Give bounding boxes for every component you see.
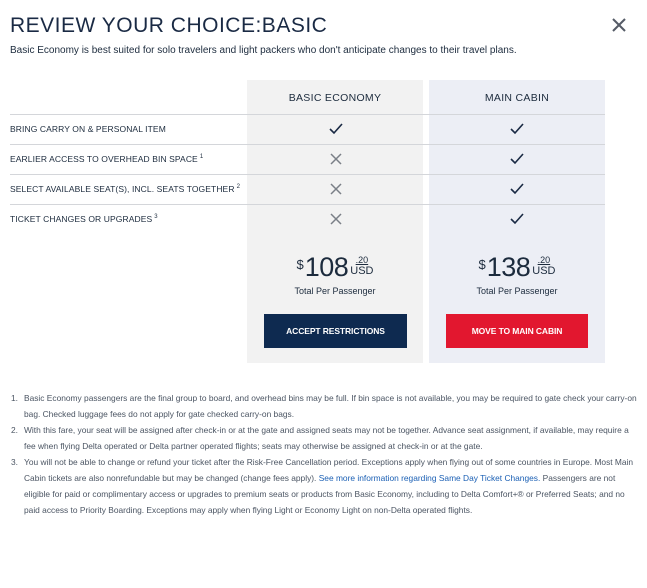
footnote-text: Passengers are not eligible for paid or complimentary access or upgrades to premium seats or products from Basic Economy, including to Delta Comfort+® or Preferred Seats; and no paid access to Priority Boarding. Exceptions may apply when flying Light or Economy Light on non-Delta operated flights. <box>24 473 625 515</box>
price-whole: 108 <box>304 252 349 282</box>
price-cents: .20 <box>355 255 369 265</box>
feature-label: BRING CARRY ON & PERSONAL ITEM <box>10 124 166 134</box>
footnote-number: 3. <box>11 457 18 467</box>
price-whole: 138 <box>486 252 531 282</box>
check-icon <box>510 183 524 195</box>
basic-economy-price-note: Total Per Passenger <box>294 286 376 296</box>
price-currency: USD <box>350 265 374 277</box>
check-icon <box>510 153 524 165</box>
feature-row-seat-selection <box>10 174 605 204</box>
feature-label: TICKET CHANGES OR UPGRADES $^3$ <box>10 214 158 224</box>
feature-row-carry-on <box>10 114 605 144</box>
close-icon[interactable] <box>611 17 627 33</box>
basic-economy-price <box>247 254 423 281</box>
x-icon <box>329 213 343 225</box>
price-cents: .20 <box>537 255 551 265</box>
feature-label: SELECT AVAILABLE SEAT(S), INCL. SEATS TOGETHER $^2$ <box>10 184 241 194</box>
main-cabin-header: MAIN CABIN <box>484 92 550 104</box>
footnote-text: Basic Economy passengers are the final group to board, and overhead bins may be full. If bin space is not available, you may be required to gate check your carry-on bag. Checked luggage fees do not apply for gate checked carry-on bags. <box>24 393 637 419</box>
main-cabin-price-note: Total Per Passenger <box>476 286 558 296</box>
main-cabin-price <box>429 254 605 281</box>
x-icon <box>329 153 343 165</box>
check-icon <box>510 123 524 135</box>
same-day-changes-link[interactable]: See more information regarding Same Day Ticket Changes. <box>318 473 541 483</box>
currency-symbol: $ <box>478 257 486 272</box>
footnote-text: You will not be able to change or refund your ticket after the Risk-Free Cancellation period. Exceptions apply when flying out of some countries in Europe. Most Main Cabin tickets are also nonrefundable but may be changed (change fees apply). <box>24 457 634 483</box>
move-to-main-cabin-button[interactable]: MOVE TO MAIN CABIN <box>446 314 588 348</box>
basic-economy-header: BASIC ECONOMY <box>288 92 382 104</box>
x-icon <box>329 183 343 195</box>
check-icon <box>510 213 524 225</box>
feature-table <box>10 114 605 234</box>
footnote-number: 1. <box>11 393 18 403</box>
feature-label: EARLIER ACCESS TO OVERHEAD BIN SPACE $^1$ <box>10 154 204 164</box>
currency-symbol: $ <box>296 257 304 272</box>
page-title: REVIEW YOUR CHOICE:BASIC <box>10 14 328 37</box>
check-icon <box>329 123 343 135</box>
footnote-ref: 3 <box>154 214 158 220</box>
feature-row-ticket-changes <box>10 204 605 234</box>
footnote-ref: 1 <box>199 154 204 160</box>
accept-restrictions-button[interactable]: ACCEPT RESTRICTIONS <box>264 314 407 348</box>
feature-row-overhead-bin <box>10 144 605 174</box>
footnote-2 <box>11 422 641 454</box>
footnote-ref: 2 <box>236 184 241 190</box>
footnotes <box>11 390 641 518</box>
footnote-number: 2. <box>11 425 18 435</box>
footnote-3 <box>11 454 641 518</box>
footnote-text: With this fare, your seat will be assigned after check-in or at the gate and assigned seats may not be together. Advance seat assignment, if available, may require a fee when flying Delta operated or Delta partner operated flights; seats may otherwise be assigned at check-in or at the gate. <box>24 425 629 451</box>
footnote-1 <box>11 390 641 422</box>
page-subtitle: Basic Economy is best suited for solo travelers and light packers who don't anticipate changes to their travel plans. <box>10 45 517 56</box>
price-currency: USD <box>532 265 556 277</box>
